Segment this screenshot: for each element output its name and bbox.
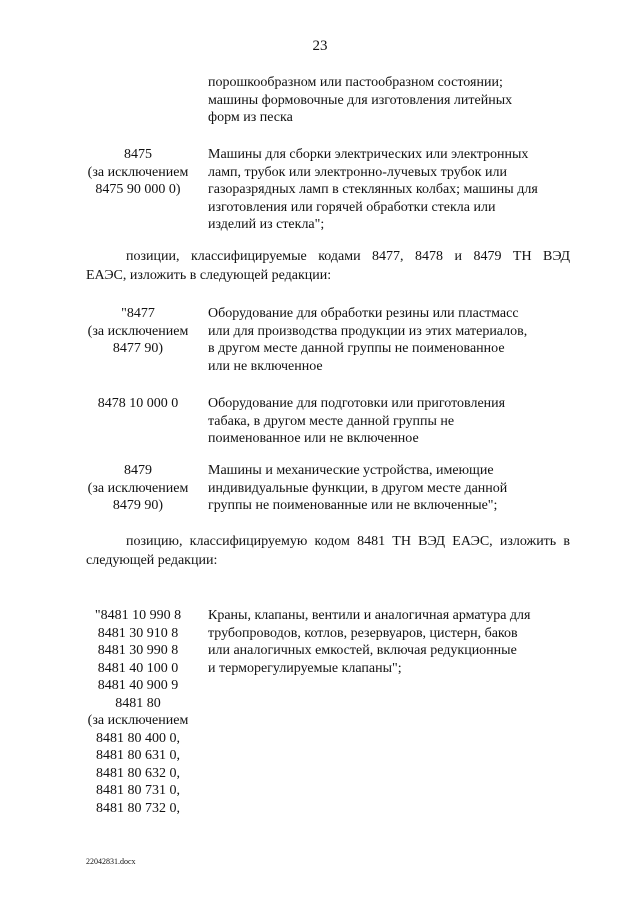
page-number: 23: [312, 38, 328, 54]
description-8478: Оборудование для подготовки или приготовления табака, в другом месте данной группы не поименованное или не включенное: [208, 396, 506, 446]
description-8475: Машины для сборки электрических или электронных ламп, трубок или электронно-лучевых трубок или газоразрядных ламп в стеклянных колбах; машины для изготовления или горячей обработки стекла или изделий из стекла";: [208, 147, 538, 232]
continued-description: порошкообразном или пастообразном состоянии; машины формовочные для изготовления литейных форм из песка: [208, 75, 513, 125]
paragraph-line-2: ЕАЭС, изложить в следующей редакции:: [86, 268, 332, 283]
file-name-footer: 22042831.docx: [86, 857, 136, 866]
description-8477: Оборудование для обработки резины или пластмасс или для производства продукции из этих материалов, в другом месте данной группы не поименованное или не включенное: [208, 306, 528, 374]
code-8479: 8479 (за исключением 8479 90): [87, 463, 189, 513]
paragraph-line-1: позицию, классифицируемую кодом 8481 ТН ВЭД ЕАЭС, изложить в: [126, 534, 570, 549]
description-8481: Краны, клапаны, вентили и аналогичная арматура для трубопроводов, котлов, резервуаров, цистерн, баков или аналогичных емкостей, включая редукционные и терморегулируемые клапаны";: [208, 608, 531, 676]
description-8479: Машины и механические устройства, имеющие индивидуальные функции, в другом месте данной группы не поименованные или не включенные";: [208, 463, 508, 513]
paragraph-line-1: позиции, классифицируемые кодами 8477, 8478 и 8479 ТН ВЭД: [126, 249, 570, 264]
paragraph-position-8481: [86, 532, 570, 570]
code-8475: 8475 (за исключением 8475 90 000 0): [87, 147, 189, 197]
code-8481: "8481 10 990 8 8481 30 910 8 8481 30 990 8 8481 40 100 0 8481 40 900 9 8481 80 (за исключением 8481 80 400 0, 8481 80 631 0, 8481 80 632 0, 8481 80 731 0, 8481 80 732 0,: [87, 608, 189, 816]
code-8477: "8477 (за исключением 8477 90): [87, 306, 189, 356]
paragraph-positions-8477-8479: [86, 247, 570, 285]
code-8478: 8478 10 000 0: [97, 396, 179, 411]
paragraph-line-2: следующей редакции:: [86, 553, 218, 568]
